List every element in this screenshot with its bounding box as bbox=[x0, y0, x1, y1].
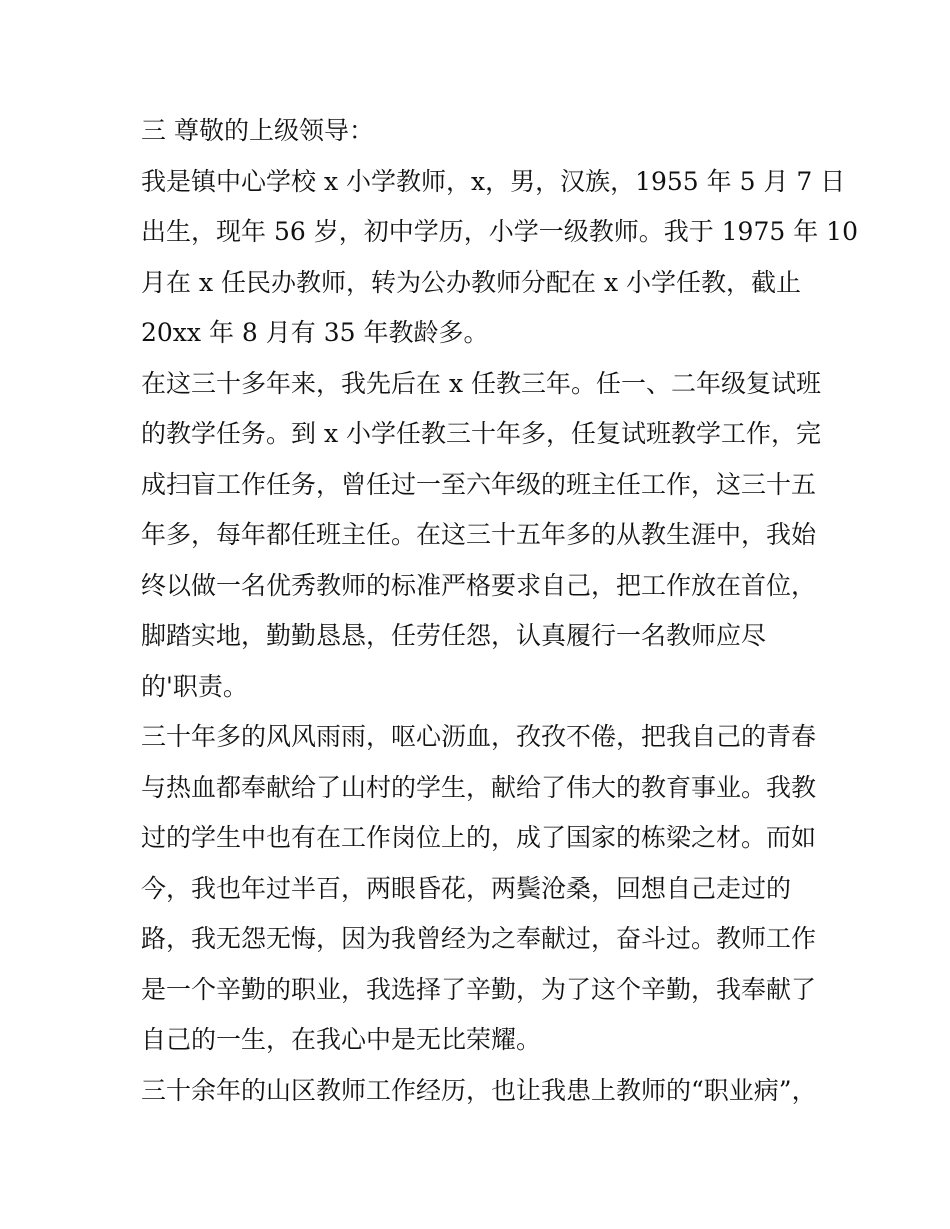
text-line: 的'职责。 bbox=[141, 671, 248, 701]
text-line: 终以做一名优秀教师的标准严格要求自己，把工作放在首位， bbox=[141, 570, 817, 600]
text-line: 三十年多的风风雨雨，呕心沥血，孜孜不倦，把我自己的青春 bbox=[141, 722, 817, 751]
text-line: 我是镇中心学校 x 小学教师，x，男，汉族，1955 年 5 月 7 日 bbox=[141, 166, 846, 196]
text-line: 的教学任务。到 x 小学任教三十年多，任复试班教学工作，完 bbox=[141, 419, 821, 448]
text-line: 三十余年的山区教师工作经历，也让我患上教师的“职业病”， bbox=[141, 1075, 817, 1105]
text-line: 是一个辛勤的职业，我选择了辛勤，为了这个辛勤，我奉献了 bbox=[141, 974, 817, 1004]
text-line: 月在 x 任民办教师，转为公办教师分配在 x 小学任教，截止 bbox=[141, 267, 801, 297]
text-line: 过的学生中也有在工作岗位上的，成了国家的栋梁之材。而如 bbox=[141, 823, 817, 852]
text-line: 与热血都奉献给了山村的学生，献给了伟大的教育事业。我教 bbox=[141, 772, 817, 802]
document-body bbox=[141, 106, 858, 1116]
text-line: 今，我也年过半百，两眼昏花，两鬓沧桑，回想自己走过的 bbox=[141, 873, 792, 903]
text-line: 路，我无怨无悔，因为我曾经为之奉献过，奋斗过。教师工作 bbox=[141, 924, 817, 953]
text-line: 20xx 年 8 月有 35 年教龄多。 bbox=[141, 318, 489, 347]
text-line: 脚踏实地，勤勤恳恳，任劳任怨，认真履行一名教师应尽 bbox=[141, 621, 767, 650]
text-line: 在这三十多年来，我先后在 x 任教三年。任一、二年级复试班 bbox=[141, 368, 821, 398]
text-line: 年多，每年都任班主任。在这三十五年多的从教生涯中，我始 bbox=[141, 520, 817, 549]
text-line: 出生，现年 56 岁，初中学历，小学一级教师。我于 1975 年 10 bbox=[141, 217, 858, 246]
text-line: 自己的一生，在我心中是无比荣耀。 bbox=[141, 1025, 542, 1054]
salutation-line: 三 尊敬的上级领导： bbox=[141, 116, 374, 145]
text-line: 成扫盲工作任务，曾任过一至六年级的班主任工作，这三十五 bbox=[141, 469, 817, 499]
